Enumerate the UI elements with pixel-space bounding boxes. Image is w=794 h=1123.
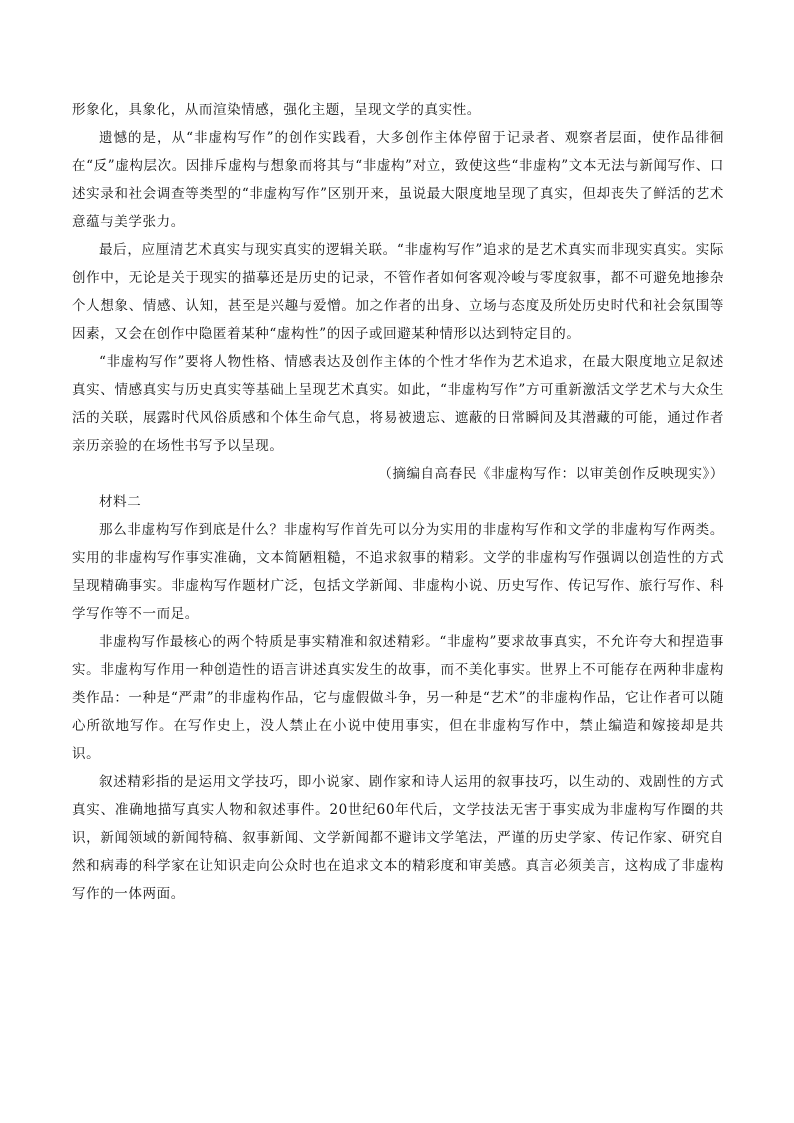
paragraph-5: 那么非虚构写作到底是什么？非虚构写作首先可以分为实用的非虚构写作和文学的非虚构写作两类。实用的非虚构写作事实准确，文本简陋粗糙，不追求叙事的精彩。文学的非虚构写作强调以创造性的方式呈现精确事实。非虚构写作题材广泛，包括文学新闻、非虚构小说、历史写作、传记写作、旅行写作、科学写作等不一而足。 — [72, 522, 724, 622]
source-citation: （摘编自高春民《非虚构写作：以审美创作反映现实》） — [378, 466, 724, 482]
paragraph-6: 非虚构写作最核心的两个特质是事实精准和叙述精彩。“非虚构”要求故事真实，不允许夸大和捏造事实。非虚构写作用一种创造性的语言讲述真实发生的故事，而不美化事实。世界上不可能存在两种非虚构类作品：一种是“严肃”的非虚构作品，它与虚假做斗争，另一种是“艺术”的非虚构作品，它让作者可以随心所欲地写作。在写作史上，没人禁止在小说中使用事实，但在非虚构写作中，禁止编造和嫁接却是共识。 — [72, 634, 724, 762]
paragraph-2: 遗憾的是，从“非虚构写作”的创作实践看，大多创作主体停留于记录者、观察者层面，使作品徘徊在“反”虚构层次。因排斥虚构与想象而将其与“非虚构”对立，致使这些“非虚构”文本无法与新闻写作、口述实录和社会调查等类型的“非虚构写作”区别开来，虽说最大限度地呈现了真实，但却丧失了鲜活的艺术意蕴与美学张力。 — [72, 130, 724, 230]
paragraph-7: 叙述精彩指的是运用文学技巧，即小说家、剧作家和诗人运用的叙事技巧，以生动的、戏剧性的方式真实、准确地描写真实人物和叙述事件。20世纪60年代后，文学技法无害于事实成为非虚构写作圈的共识，新闻领域的新闻特稿、叙事新闻、文学新闻都不避讳文学笔法，严谨的历史学家、传记作家、研究自然和病毒的科学家在让知识走向公众时也在追求文本的精彩度和审美感。真言必须美言，这构成了非虚构写作的一体两面。 — [72, 774, 724, 902]
section-title-material-2: 材料二 — [99, 494, 142, 510]
paragraph-4: “非虚构写作”要将人物性格、情感表达及创作主体的个性才华作为艺术追求，在最大限度地立足叙述真实、情感真实与历史真实等基础上呈现艺术真实。如此，“非虚构写作”方可重新激活文学艺术与大众生活的关联，展露时代风俗质感和个体生命气息，将易被遗忘、遮蔽的日常瞬间及其潜藏的可能，通过作者亲历亲验的在场性书写予以呈现。 — [72, 354, 724, 454]
paragraph-1: 形象化，具象化，从而渲染情感，强化主题，呈现文学的真实性。 — [72, 102, 481, 118]
document-page — [72, 96, 724, 908]
paragraph-3: 最后，应厘清艺术真实与现实真实的逻辑关联。“非虚构写作”追求的是艺术真实而非现实真实。实际创作中，无论是关于现实的描摹还是历史的记录，不管作者如何客观冷峻与零度叙事，都不可避免地掺杂个人想象、情感、认知，甚至是兴趣与爱憎。加之作者的出身、立场与态度及所处历史时代和社会氛围等因素，又会在创作中隐匿着某种“虚构性”的因子或回避某种情形以达到特定目的。 — [72, 242, 724, 342]
